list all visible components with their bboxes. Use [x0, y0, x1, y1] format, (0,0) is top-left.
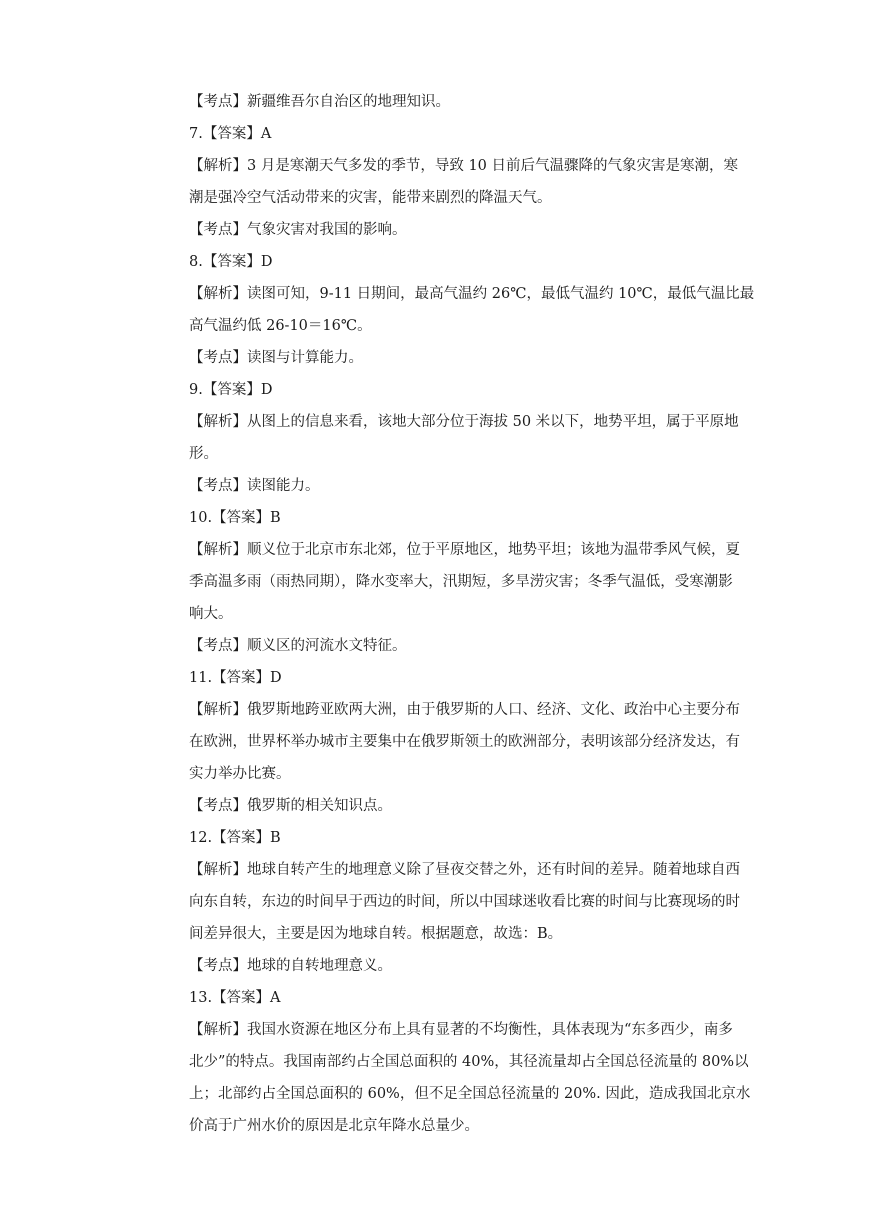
answer-line: 7.【答案】A	[189, 126, 272, 142]
jiexi-line: 【解析】从图上的信息来看，该地大部分位于海拔 50 米以下，地势平坦，属于平原地	[189, 414, 739, 430]
text-line: 向东自转，东边的时间早于西边的时间，所以中国球迷收看比赛的时间与比赛现场的时	[189, 894, 740, 910]
kaodian-line: 【考点】地球的自转地理意义。	[189, 958, 392, 974]
kaodian-line: 【考点】读图能力。	[189, 478, 320, 494]
answer-line: 10.【答案】B	[189, 510, 281, 526]
text-line: 在欧洲，世界杯举办城市主要集中在俄罗斯领土的欧洲部分，表明该部分经济发达，有	[189, 734, 740, 750]
kaodian-line: 【考点】气象灾害对我国的影响。	[189, 222, 407, 238]
jiexi-line: 【解析】顺义位于北京市东北郊，位于平原地区，地势平坦；该地为温带季风气候，夏	[189, 542, 740, 558]
kaodian-line: 【考点】读图与计算能力。	[189, 350, 363, 366]
text-line: 潮是强冷空气活动带来的灾害，能带来剧烈的降温天气。	[189, 190, 552, 206]
text-line: 高气温约低 26-10＝16℃。	[189, 318, 372, 334]
jiexi-line: 【解析】俄罗斯地跨亚欧两大洲，由于俄罗斯的人口、经济、文化、政治中心主要分布	[189, 702, 740, 718]
text-line: 北少”的特点。我国南部约占全国总面积的 40%，其径流量却占全国总径流量的 80%以	[189, 1054, 749, 1070]
answer-explanation-text	[189, 86, 755, 1142]
jiexi-line: 【解析】读图可知，9-11 日期间，最高气温约 26℃，最低气温约 10℃，最低气温比最	[189, 286, 755, 302]
text-line: 响大。	[189, 606, 233, 622]
text-line: 实力举办比赛。	[189, 766, 291, 782]
answer-line: 11.【答案】D	[189, 670, 282, 686]
text-line: 间差异很大，主要是因为地球自转。根据题意，故选：B。	[189, 926, 563, 942]
jiexi-line: 【解析】我国水资源在地区分布上具有显著的不均衡性，具体表现为“东多西少，南多	[189, 1022, 733, 1038]
answer-line: 12.【答案】B	[189, 830, 281, 846]
text-line: 季高温多雨（雨热同期），降水变率大，汛期短，多旱涝灾害；冬季气温低，受寒潮影	[189, 574, 733, 590]
jiexi-line: 【解析】3 月是寒潮天气多发的季节，导致 10 日前后气温骤降的气象灾害是寒潮，寒	[189, 158, 739, 174]
answer-line: 9.【答案】D	[189, 382, 273, 398]
text-line: 形。	[189, 446, 218, 462]
kaodian-line: 【考点】新疆维吾尔自治区的地理知识。	[189, 94, 450, 110]
answer-line: 8.【答案】D	[189, 254, 273, 270]
text-line: 上；北部约占全国总面积的 60%，但不足全国总径流量的 20%. 因此，造成我国北京水	[189, 1086, 751, 1102]
kaodian-line: 【考点】顺义区的河流水文特征。	[189, 638, 407, 654]
kaodian-line: 【考点】俄罗斯的相关知识点。	[189, 798, 392, 814]
text-line: 价高于广州水价的原因是北京年降水总量少。	[189, 1118, 479, 1134]
jiexi-line: 【解析】地球自转产生的地理意义除了昼夜交替之外，还有时间的差异。随着地球自西	[189, 862, 740, 878]
answer-line: 13.【答案】A	[189, 990, 281, 1006]
